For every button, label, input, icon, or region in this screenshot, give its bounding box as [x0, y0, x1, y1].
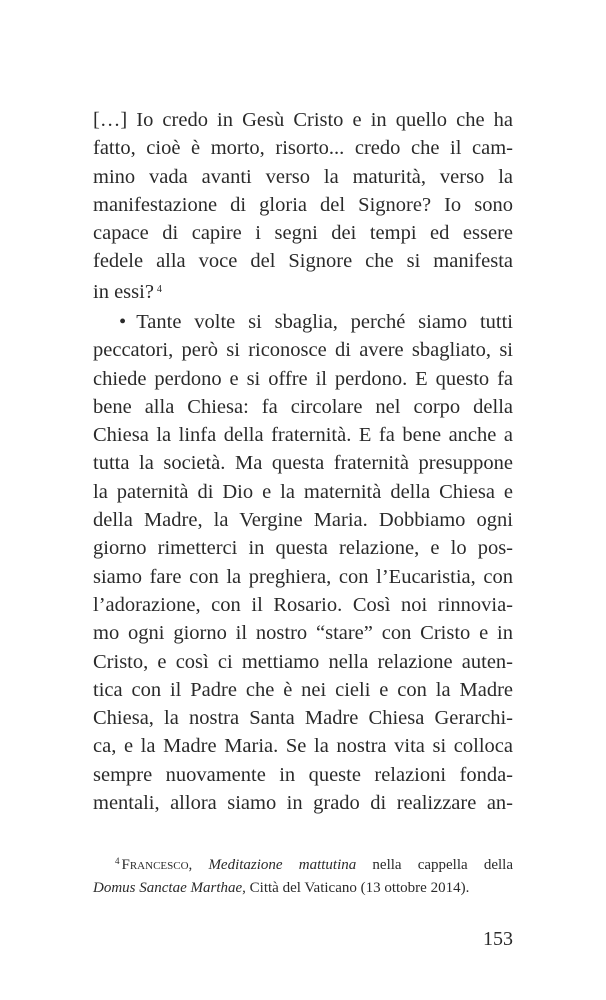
text-line: mentali, allora siamo in grado di realizzare an-	[93, 792, 513, 815]
text-line-last	[93, 276, 513, 304]
text-line: Chiesa la linfa della fraternità. E fa bene anche a	[93, 424, 513, 447]
text-line: Cristo, e così ci mettiamo nella relazione auten-	[93, 650, 513, 673]
text-line: mino vada avanti verso la maturità, verso la	[93, 165, 513, 188]
text: in essi?	[93, 280, 154, 303]
text-line: sempre nuovamente in queste relazioni fonda-	[93, 763, 513, 786]
footnote-number: 4	[115, 856, 120, 866]
text-line: ca, e la Madre Maria. Se la nostra vita si colloca	[93, 735, 513, 758]
text-line: tutta la società. Ma questa fraternità presuppone	[93, 452, 513, 475]
text-line: l’adorazione, con il Rosario. Così noi rinnovia-	[93, 593, 513, 616]
text-line: la paternità di Dio e la maternità della Chiesa e	[93, 480, 513, 503]
text-line: mo ogni giorno il nostro “stare” con Cristo e in	[93, 622, 513, 645]
bullet-icon: •	[119, 311, 127, 333]
footnote-text: , Città del Vaticano (13 ottobre 2014).	[242, 880, 470, 896]
text-line: manifestazione di gloria del Signore? Io sono	[93, 193, 513, 216]
text-line: chiede perdono e si offre il perdono. E questo fa	[93, 367, 513, 390]
footnote-title: Meditazione mattutina	[208, 857, 357, 873]
footnote	[93, 850, 513, 900]
footnote-author: Francesco	[121, 857, 189, 873]
footnote-text: nella cappella della	[356, 857, 513, 873]
text-line: peccatori, però si riconosce di avere sbagliato, si	[93, 339, 513, 362]
text-line: della Madre, la Vergine Maria. Dobbiamo ogni	[93, 509, 513, 532]
paragraph-bullet	[93, 308, 513, 817]
footnote-line	[93, 850, 513, 877]
text-line: siamo fare con la preghiera, con l’Eucaristia, con	[93, 565, 513, 588]
footnote-line	[93, 877, 513, 900]
text-line: giorno rimetterci in questa relazione, e lo pos-	[93, 537, 513, 560]
text-line: bene alla Chiesa: fa circolare nel corpo della	[93, 395, 513, 418]
separator: ,	[188, 857, 209, 873]
text-line: capace di capire i segni dei tempi ed essere	[93, 222, 513, 245]
text-line: fedele alla voce del Signore che si manifesta	[93, 250, 513, 273]
text-line: tica con il Padre che è nei cieli e con la Madre	[93, 678, 513, 701]
text: Tante volte si sbaglia, perché siamo tutti	[136, 311, 513, 333]
footnote-ref[interactable]: 4	[156, 283, 162, 295]
page-number: 153	[483, 928, 513, 950]
text-line: Chiesa, la nostra Santa Madre Chiesa Gerarchi-	[93, 707, 513, 730]
text-line	[93, 308, 513, 336]
paragraph-quote	[93, 106, 513, 304]
text-line: fatto, cioè è morto, risorto... credo che il cam-	[93, 137, 513, 160]
footnote-place: Domus Sanctae Marthae	[93, 880, 243, 896]
text-line: […] Io credo in Gesù Cristo e in quello che ha	[93, 109, 513, 131]
